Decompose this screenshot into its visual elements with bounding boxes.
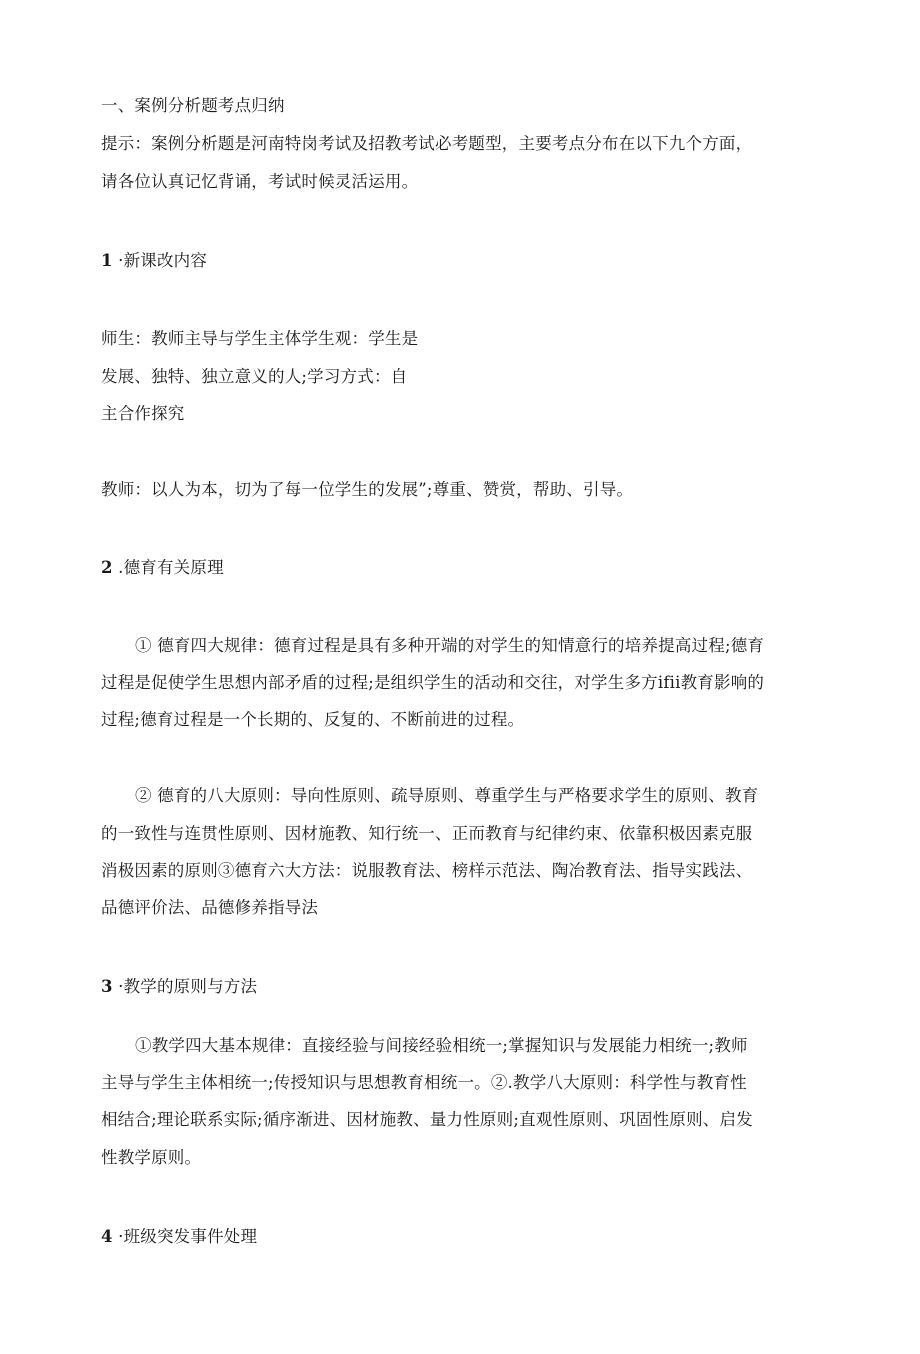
section-2-line-1: ① 德育四大规律：德育过程是具有多种开端的对学生的知情意行的培养提高过程;德育 xyxy=(135,636,765,655)
section-4-heading xyxy=(101,1227,257,1247)
section-3-line-1: ①教学四大基本规律：直接经验与间接经验相统一;掌握知识与发展能力相统一;教师 xyxy=(135,1036,748,1055)
section-4-number: 4 xyxy=(101,1227,113,1246)
tip-line-1: 提示：案例分析题是河南特岗考试及招教考试必考题型，主要考点分布在以下九个方面， xyxy=(101,134,753,153)
section-2-line-3: 过程;德育过程是一个长期的、反复的、不断前进的过程。 xyxy=(101,710,525,729)
section-2-heading xyxy=(101,558,224,578)
section-1-line-3: 主合作探究 xyxy=(101,404,185,423)
section-2-title: .德育有关原理 xyxy=(118,558,224,577)
tip-line-2: 请各位认真记忆背诵，考试时候灵活运用。 xyxy=(101,172,419,191)
page-heading: 一、案例分析题考点归纳 xyxy=(101,96,285,115)
section-3-title: ·教学的原则与方法 xyxy=(118,977,258,996)
section-2-line-5: 的一致性与连贯性原则、因材施教、知行统一、正而教育与纪律约束、依靠积极因素克服 xyxy=(101,824,753,843)
section-1-heading xyxy=(101,251,207,271)
section-1-title: ·新课改内容 xyxy=(118,251,208,270)
section-1-line-1: 师生：教师主导与学生主体学生观：学生是 xyxy=(101,329,419,348)
section-1-number: 1 xyxy=(101,251,113,270)
section-3-heading xyxy=(101,977,257,997)
section-2-line-2: 过程是促使学生思想内部矛盾的过程;是组织学生的活动和交往，对学生多方ifii教育影响的 xyxy=(101,673,765,692)
section-1-line-2: 发展、独特、独立意义的人;学习方式：自 xyxy=(101,367,408,386)
section-3-line-2: 主导与学生主体相统一;传授知识与思想教育相统一。②.教学八大原则：科学性与教育性 xyxy=(101,1073,747,1092)
section-2-line-4: ② 德育的八大原则：导向性原则、疏导原则、尊重学生与严格要求学生的原则、教育 xyxy=(135,786,759,805)
section-3-line-4: 性教学原则。 xyxy=(101,1148,202,1167)
section-3-line-3: 相结合;理论联系实际;循序渐进、因材施教、量力性原则;直观性原则、巩固性原则、启发 xyxy=(101,1110,753,1129)
section-2-line-7: 品德评价法、品德修养指导法 xyxy=(101,898,319,917)
section-2-line-6: 消极因素的原则③德育六大方法：说服教育法、榜样示范法、陶冶教育法、指导实践法、 xyxy=(101,861,753,880)
section-3-number: 3 xyxy=(101,977,113,996)
section-1-line-4: 教师：以人为本，切为了每一位学生的发展”;尊重、赞赏，帮助、引导。 xyxy=(101,480,634,499)
section-4-title: ·班级突发事件处理 xyxy=(118,1227,258,1246)
section-2-number: 2 xyxy=(101,558,113,577)
